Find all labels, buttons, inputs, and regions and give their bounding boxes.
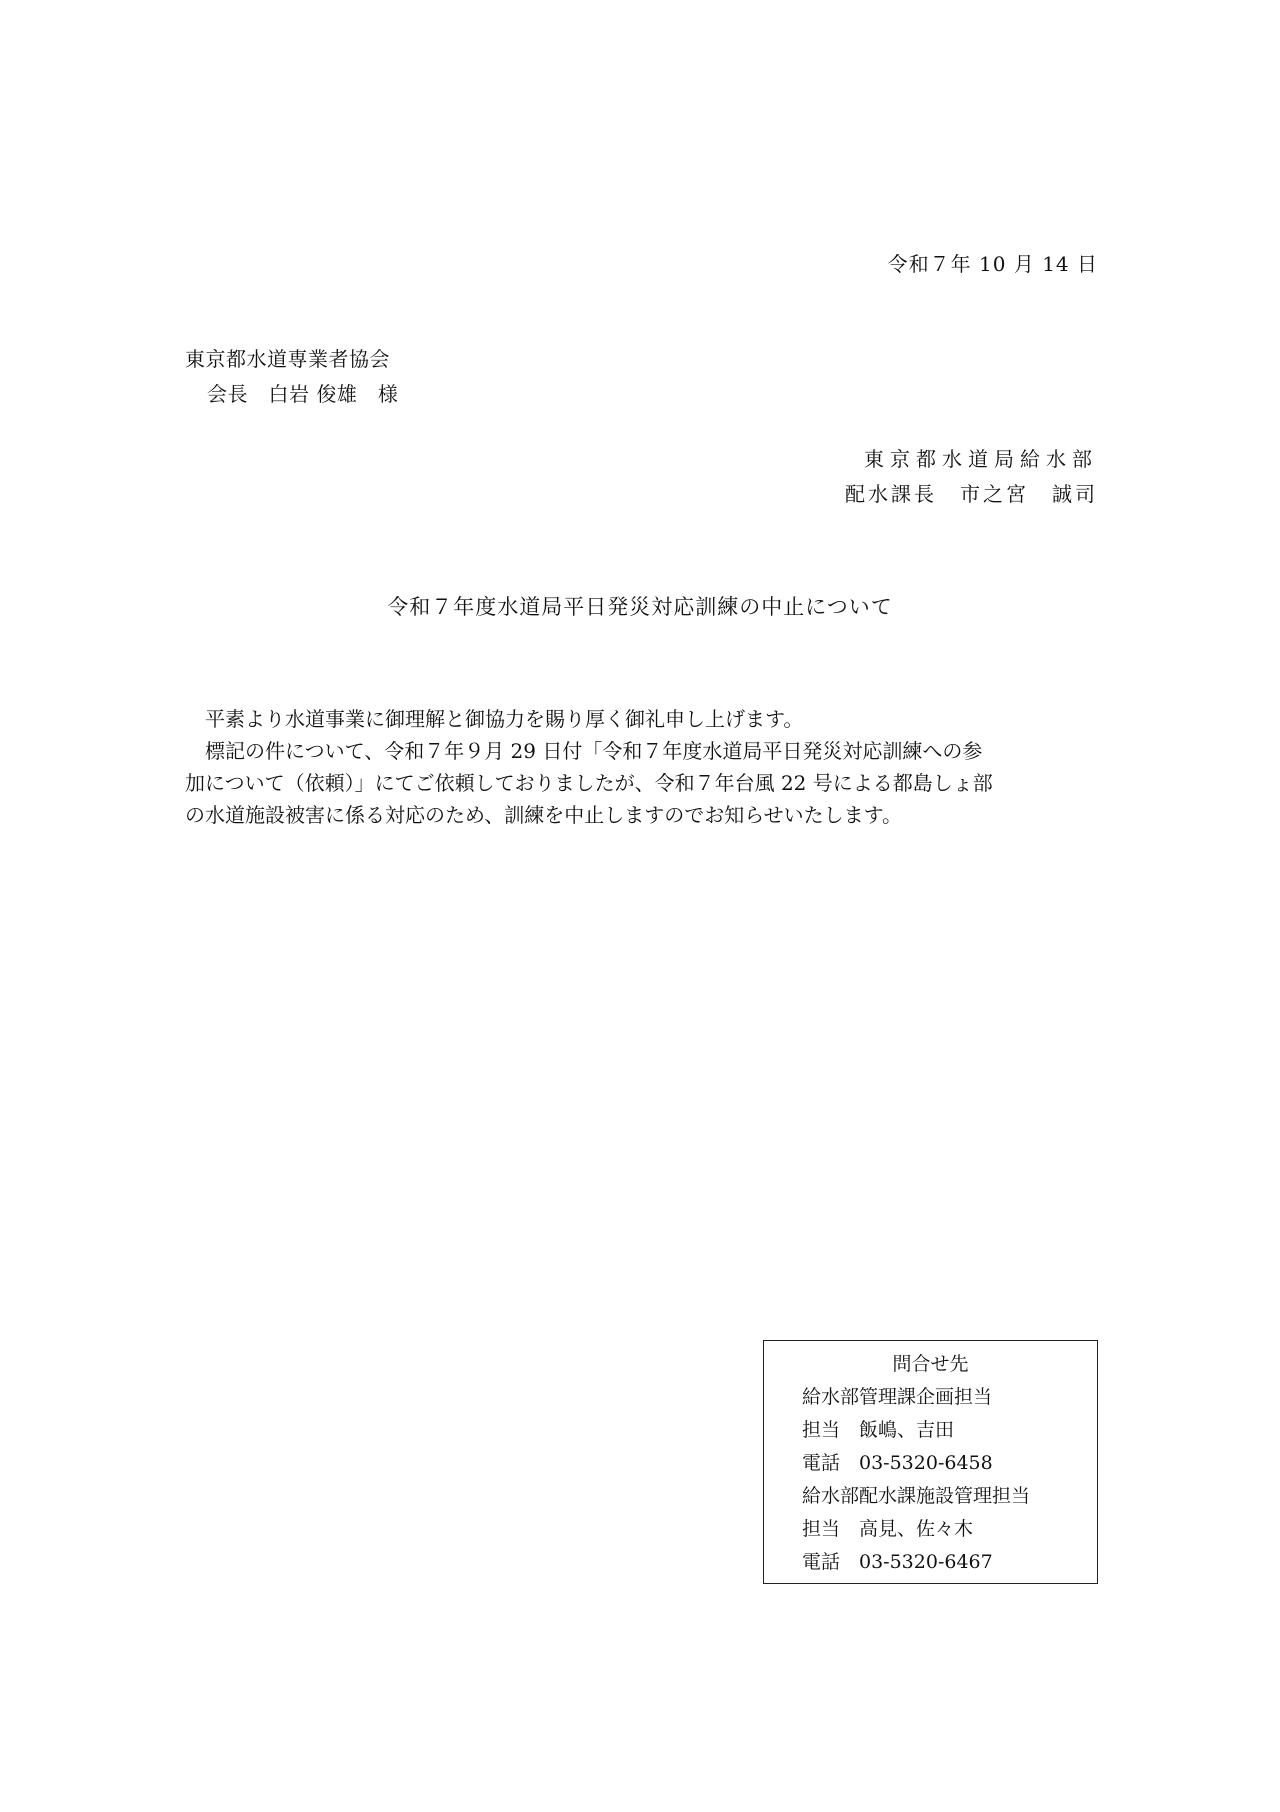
body-line: 加について（依頼）」にてご依頼しておりましたが、令和７年台風 22 号による都島しょ部 (185, 771, 993, 795)
document-title: 令和７年度水道局平日発災対応訓練の中止について (387, 595, 893, 619)
sender-organization: 東京都水道局給水部 (864, 447, 1098, 471)
contact-department: 給水部配水課施設管理担当 (802, 1485, 1031, 1507)
recipient-organization: 東京都水道専業者協会 (185, 347, 390, 371)
contact-person: 担当 飯嶋、吉田 (802, 1419, 955, 1441)
recipient-person: 会長 白岩 俊雄 様 (207, 382, 399, 406)
body-text (185, 703, 1090, 831)
contact-heading: 問合せ先 (892, 1353, 969, 1375)
sender-person: 配水課長 市之宮 誠司 (845, 482, 1098, 506)
contact-department: 給水部管理課企画担当 (802, 1386, 993, 1408)
contact-phone: 電話 03-5320-6467 (802, 1551, 993, 1573)
body-line: の水道施設被害に係る対応のため、訓練を中止しますのでお知らせいたします。 (185, 803, 902, 827)
body-line: 平素より水道事業に御理解と御協力を賜り厚く御礼申し上げます。 (185, 707, 804, 731)
contact-box (763, 1340, 1098, 1584)
contact-phone: 電話 03-5320-6458 (802, 1452, 993, 1474)
contact-person: 担当 高見、佐々木 (802, 1518, 974, 1540)
body-line: 標記の件について、令和７年９月 29 日付「令和７年度水道局平日発災対応訓練への参 (185, 739, 983, 763)
issue-date: 令和７年 10 月 14 日 (887, 252, 1098, 276)
